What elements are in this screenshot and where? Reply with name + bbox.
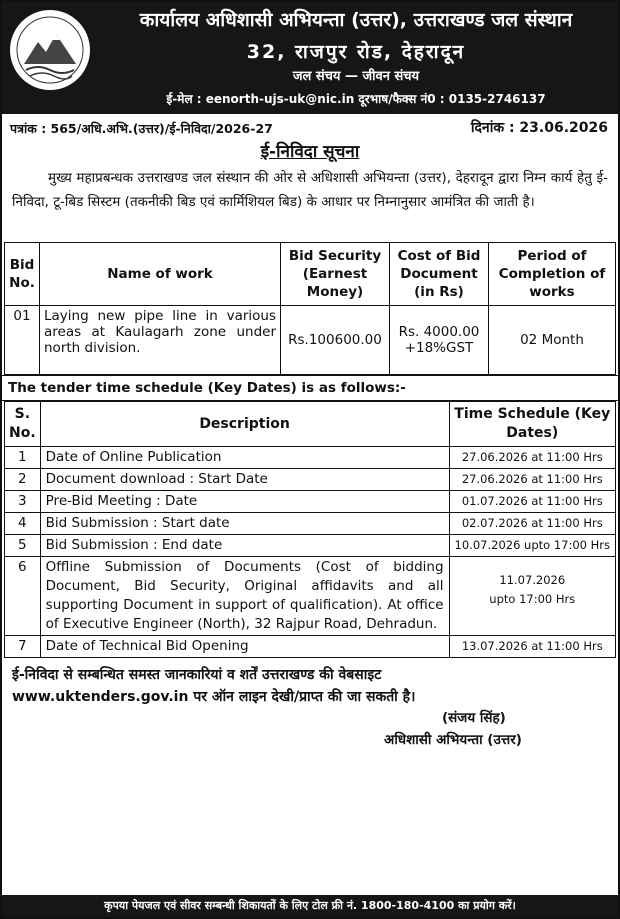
table-row [5,447,616,469]
work-table-header [5,243,616,306]
description-cell: Date of Online Publication [40,447,449,469]
time-cell [449,557,615,636]
cost-cell: Rs. 4000.00 +18%GST [390,306,489,375]
website-link[interactable]: www.uktenders.gov.in [12,689,189,705]
sno-cell: 5 [5,535,41,557]
office-slogan: जल संचय — जीवन संचय [292,69,420,84]
work-table [4,242,616,375]
footer-text-hi-2: पर ऑन लाइन देखी/प्राप्त की जा सकती है। [193,689,416,705]
time-line-1: 11.07.2026 [499,573,566,587]
table-row [5,557,616,636]
schedule-table-header [5,402,616,447]
time-cell: 02.07.2026 at 11:00 Hrs [449,513,615,535]
header-period: Period of Completion of works [489,243,616,306]
time-cell: 13.07.2026 at 11:00 Hrs [449,636,615,658]
header-name-of-work: Name of work [40,243,281,306]
schedule-table [4,401,616,658]
signatory-title: अधिशासी अभियन्ता (उत्तर) [384,732,522,748]
sno-cell: 6 [5,557,41,636]
sno-cell: 1 [5,447,41,469]
signature-block [2,708,618,752]
sno-cell: 4 [5,513,41,535]
time-cell: 27.06.2026 at 11:00 Hrs [449,447,615,469]
table-row [5,636,616,658]
reference-line [2,114,618,140]
notice-date: दिनांक : 23.06.2026 [470,120,608,136]
description-cell: Bid Submission : End date [40,535,449,557]
header-description: Description [40,402,449,447]
toll-free-strip: कृपया पेयजल एवं सीवर सम्बन्धी शिकायतों के लिए टोल फ्री नं. 1800-180-4100 का प्रयोग करें। [2,895,618,917]
description-cell: Offline Submission of Documents (Cost of bidding Document, Bid Security, Original affidavits and all supporting Document in support of qualification). At office of Executive Engineer (North), 32 Rajpur Road, Dehradun. [40,557,449,636]
ujs-seal-icon [8,8,92,92]
schedule-heading: The tender time schedule (Key Dates) is as follows:- [2,375,618,401]
description-cell: Pre-Bid Meeting : Date [40,491,449,513]
period-cell: 02 Month [489,306,616,375]
description-cell: Bid Submission : Start date [40,513,449,535]
header-bid-security: Bid Security (Earnest Money) [281,243,390,306]
notice-intro: मुख्य महाप्रबन्धक उत्तराखण्ड जल संस्थान की ओर से अधिशासी अभियन्ता (उत्तर), देहरादून द्वारा निम्न कार्य हेतु ई-निविदा, टू-बिड सिस्टम (तकनीकी बिड एवं कार्मिशियल बिड) के आधार पर निम्नानुसार आमंत्रित की जाती है। [12,170,608,210]
sno-cell: 2 [5,469,41,491]
table-row [5,491,616,513]
header-banner [2,2,618,114]
header-time-schedule: Time Schedule (Key Dates) [449,402,615,447]
time-cell: 10.07.2026 upto 17:00 Hrs [449,535,615,557]
office-contact: ई-मेल : eenorth-ujs-uk@nic.in दूरभाष/फैक्स नं0 : 0135-2746137 [166,92,546,106]
sno-cell: 3 [5,491,41,513]
footer-text-hi: ई-निविदा से सम्बन्धित समस्त जानकारियां व शर्तें उत्तराखण्ड की वेबसाइट [12,667,382,683]
time-cell: 27.06.2026 at 11:00 Hrs [449,469,615,491]
table-row [5,535,616,557]
description-cell: Date of Technical Bid Opening [40,636,449,658]
reference-number: पत्रांक : 565/अधि.अभि.(उत्तर)/ई-निविदा/2026-27 [10,121,273,136]
security-cell: Rs.100600.00 [281,306,390,375]
header-sno: S. No. [5,402,41,447]
sno-cell: 7 [5,636,41,658]
office-name: कार्यालय अधिशासी अभियन्ता (उत्तर), उत्तराखण्ड जल संस्थान [139,9,573,31]
table-row [5,513,616,535]
signatory-name: (संजय सिंह) [442,710,506,726]
notice-title: ई-निविदा सूचना [260,142,360,162]
table-row [5,469,616,491]
work-name-cell: Laying new pipe line in various areas at Kaulagarh zone under north division. [40,306,281,375]
time-line-2: upto 17:00 Hrs [489,592,576,606]
description-cell: Document download : Start Date [40,469,449,491]
office-address: 32, राजपुर रोड, देहरादून [246,41,466,63]
header-cost: Cost of Bid Document (in Rs) [390,243,489,306]
table-row [5,306,616,375]
time-cell: 01.07.2026 at 11:00 Hrs [449,491,615,513]
header-bid-no: Bid No. [5,243,40,306]
footer-notice [12,664,608,708]
bid-no-cell: 01 [5,306,40,375]
